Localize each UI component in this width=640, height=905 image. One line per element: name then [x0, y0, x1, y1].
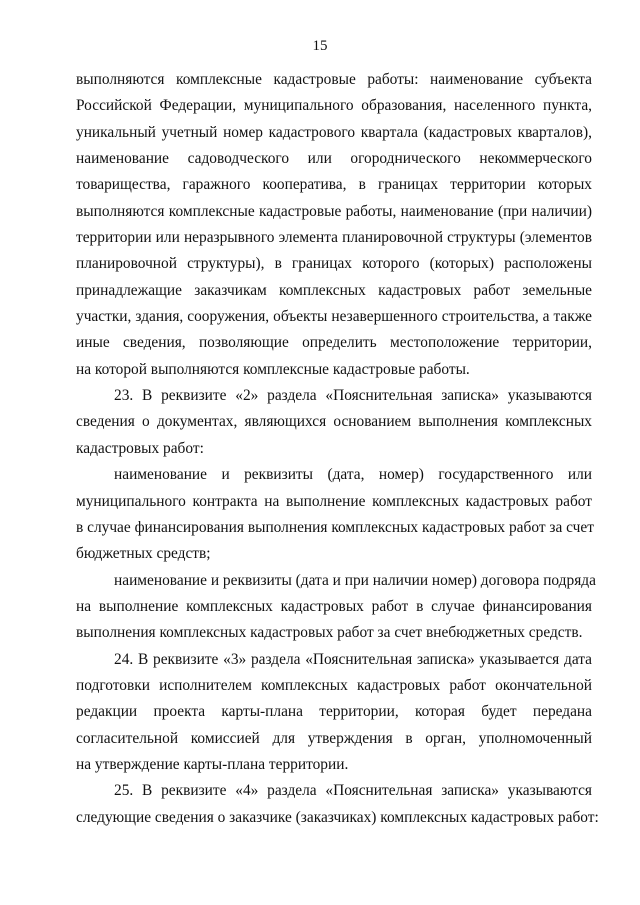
text-line: товарищества, гаражного кооператива, в границах территории которых	[76, 176, 592, 194]
text-line: иные сведения, позволяющие определить местоположение территории,	[76, 334, 592, 352]
text-line: 23. В реквизите «2» раздела «Пояснительная записка» указываются	[114, 387, 592, 405]
text-line: муниципального контракта на выполнение комплексных кадастровых работ	[76, 492, 592, 510]
text-line: планировочной структуры), в границах которого (которых) расположены	[76, 255, 592, 273]
text-line: уникальный учетный номер кадастрового квартала (кадастровых кварталов),	[76, 123, 592, 141]
text-line: выполнения комплексных кадастровых работ за счет внебюджетных средств.	[76, 624, 583, 642]
text-line: наименование и реквизиты (дата и при наличии номер) договора подряда	[114, 571, 596, 589]
text-line: 25. В реквизите «4» раздела «Пояснительная записка» указываются	[114, 782, 592, 800]
text-line: подготовки исполнителем комплексных кадастровых работ окончательной	[76, 676, 592, 694]
text-line: на утверждение карты-плана территории.	[76, 755, 349, 773]
page-number: 15	[312, 38, 328, 54]
text-line: выполняются комплексные кадастровые работы, наименование (при наличии)	[76, 202, 592, 220]
text-line: сведения о документах, являющихся основанием выполнения комплексных	[76, 413, 592, 431]
text-line: в случае финансирования выполнения комплексных кадастровых работ за счет	[76, 518, 594, 536]
text-line: принадлежащие заказчикам комплексных кадастровых работ земельные	[76, 281, 592, 299]
document-body	[76, 67, 599, 831]
text-line: на которой выполняются комплексные кадастровые работы.	[76, 360, 470, 378]
text-line: участки, здания, сооружения, объекты незавершенного строительства, а также	[76, 308, 592, 326]
text-line: редакции проекта карты-плана территории, которая будет передана	[76, 703, 592, 721]
text-line: 24. В реквизите «3» раздела «Пояснительная записка» указывается дата	[114, 650, 592, 668]
text-line: бюджетных средств;	[76, 545, 211, 563]
text-line: наименование садоводческого или огороднического некоммерческого	[76, 150, 592, 168]
text-line: на выполнение комплексных кадастровых работ в случае финансирования	[76, 597, 592, 615]
text-line: кадастровых работ:	[76, 439, 204, 457]
text-line: Российской Федерации, муниципального образования, населенного пункта,	[76, 97, 592, 115]
text-line: наименование и реквизиты (дата, номер) государственного или	[114, 466, 592, 484]
text-line: согласительной комиссией для утверждения в орган, уполномоченный	[76, 729, 592, 747]
text-line: следующие сведения о заказчике (заказчиках) комплексных кадастровых работ:	[76, 808, 599, 826]
text-line: территории или неразрывного элемента планировочной структуры (элементов	[76, 229, 592, 247]
text-line: выполняются комплексные кадастровые работы: наименование субъекта	[76, 71, 592, 88]
